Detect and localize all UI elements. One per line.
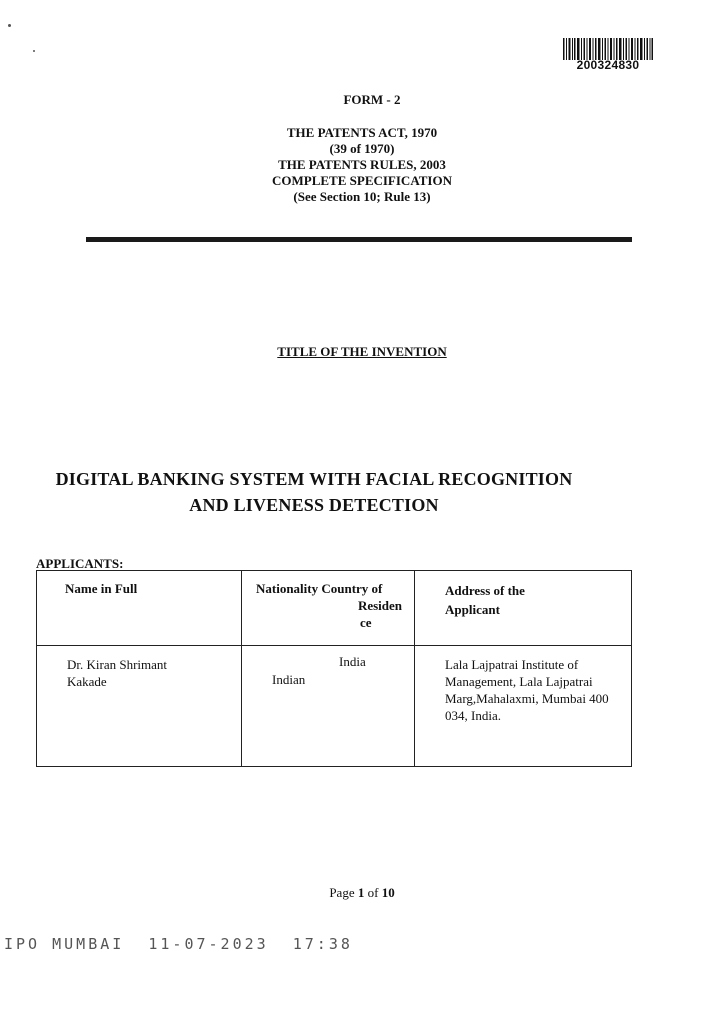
act-block (0, 125, 724, 205)
page-total: 10 (381, 885, 395, 900)
table-header-row (37, 571, 632, 646)
header-address-line: Address of the (445, 583, 525, 598)
applicant-name-line: Dr. Kiran Shrimant (67, 657, 168, 672)
barcode-icon (563, 38, 653, 60)
applicant-address-line: Lala Lajpatrai Institute of (445, 657, 579, 672)
applicant-address (415, 646, 632, 767)
header-address (415, 571, 632, 646)
barcode-number: 200324830 (576, 58, 640, 72)
applicant-country: India (339, 654, 366, 669)
act-line: (39 of 1970) (329, 141, 395, 156)
applicant-address-line: 034, India. (445, 708, 501, 723)
page-prefix: Page (329, 885, 358, 900)
applicant-address-line: Marg,Mahalaxmi, Mumbai 400 (445, 691, 609, 706)
applicant-nationality-cell (242, 646, 415, 767)
page-number (0, 885, 724, 901)
act-line: THE PATENTS RULES, 2003 (278, 157, 446, 172)
applicant-name-line: Kakade (67, 674, 107, 689)
applicant-name (37, 646, 242, 767)
act-line: COMPLETE SPECIFICATION (272, 173, 452, 188)
invention-title-line: AND LIVENESS DETECTION (189, 495, 439, 515)
table-row (37, 646, 632, 767)
header-name: Name in Full (37, 571, 242, 646)
header-nationality-line: ce (360, 615, 372, 630)
header-nationality (242, 571, 415, 646)
scan-speck (33, 50, 35, 52)
horizontal-rule (86, 237, 632, 242)
header-nationality-line: Nationality Country of (256, 581, 383, 596)
header-address-line: Applicant (445, 602, 500, 617)
applicant-address-line: Management, Lala Lajpatrai (445, 674, 593, 689)
applicant-nationality: Indian (272, 672, 306, 687)
invention-title-label: TITLE OF THE INVENTION (277, 344, 447, 359)
filing-stamp: IPO MUMBAI 11-07-2023 17:38 (4, 935, 353, 953)
page-current: 1 (357, 885, 365, 900)
applicants-label: APPLICANTS: (36, 556, 124, 571)
act-line: (See Section 10; Rule 13) (293, 189, 431, 204)
act-line: THE PATENTS ACT, 1970 (286, 125, 438, 140)
invention-title (0, 466, 676, 518)
scan-speck (8, 24, 11, 27)
applicants-table (36, 570, 632, 767)
page-of: of (364, 885, 382, 900)
invention-title-line: DIGITAL BANKING SYSTEM WITH FACIAL RECOGNITION (55, 469, 573, 489)
header-nationality-line: Residen (357, 598, 402, 613)
form-title: FORM - 2 (343, 92, 401, 107)
